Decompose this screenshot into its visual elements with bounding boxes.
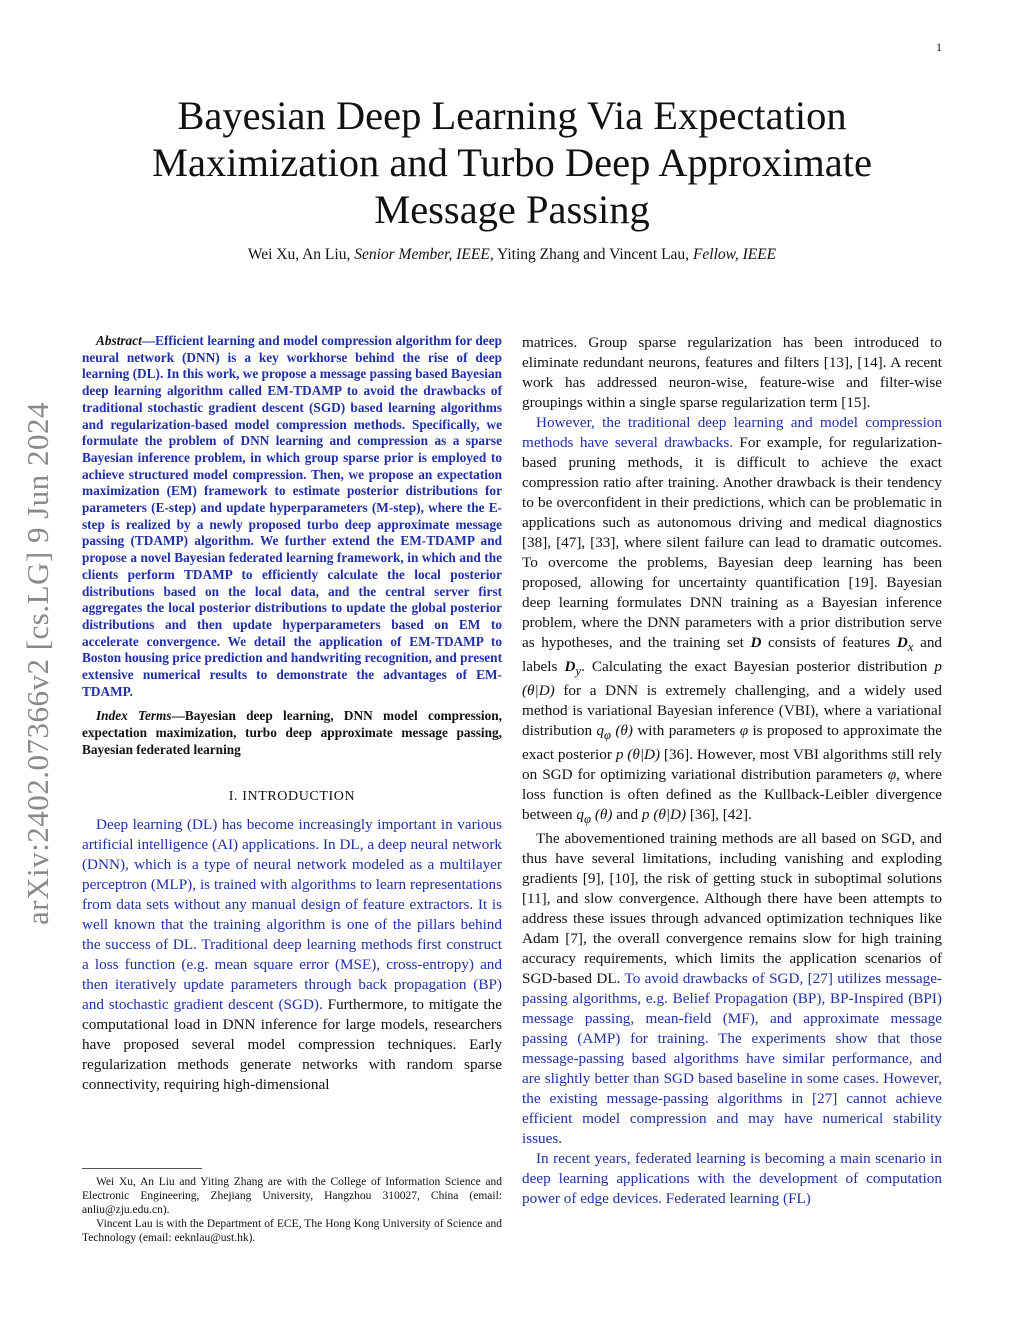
message-passing-highlight: To avoid drawbacks of SGD, [27] utilizes message-passing algorithms, e.g. Belief Propagation (BP), BP-Inspired (BPI) message passing, mean-field (MF), and approximate message passing (AMP) for training. The experiments show that those message-passing based algorithms have similar performance, and are slightly better than SGD based baseline in some cases. However, the existing message-passing algorithms in [27] cannot achieve efficient model compression and may have numerical stability issues.	[522, 970, 942, 1148]
math-phi: φ	[887, 766, 897, 784]
index-terms-text: —Bayesian deep learning, DNN model compression, expectation maximization, turbo deep approximate message passing, Bayesian federated learning	[82, 708, 502, 757]
text-run: and labels	[522, 634, 943, 676]
abstract-text: —Efficient learning and model compression algorithm for deep neural network (DNN) is a key workhorse behind the rise of deep learning (DL). In this work, we propose a message passing based Bayesian deep learning algorithm called EM-TDAMP to avoid the drawbacks of traditional stochastic gradient descent (SGD) based learning algorithms and regularization-based model compression methods. Specifically, we formulate the problem of DNN learning and compression as a sparse Bayesian inference problem, in which group sparse prior is employed to achieve structured model compression. Then, we propose an expectation maximization (EM) framework to estimate posterior distributions for parameters (E-step) and update hyperparameters (M-step), where the E-step is realized by a newly proposed turbo deep approximate message passing (TDAMP) algorithm. We further extend the EM-TDAMP and propose a novel Bayesian federated learning framework, in which and the clients perform TDAMP to efficiently calculate the local posterior distributions based on the local data, and the central server first aggregates the local posterior distributions to update the global posterior distributions and then update hyperparameters based on EM to accelerate convergence. We detail the application of EM-TDAMP to Boston housing price prediction and handwriting recognition, and present extensive numerical results to demonstrate the advantages of EM-TDAMP.	[82, 333, 502, 699]
math-q-arg: (θ)	[611, 722, 633, 740]
text-run: . Calculating the exact Bayesian posterior distribution	[581, 658, 935, 676]
math-Dx: D	[896, 634, 908, 651]
author-names-c: , Yiting Zhang and Vincent Lau,	[489, 246, 693, 263]
text-run: and	[612, 806, 642, 824]
footnote-rule	[82, 1168, 202, 1169]
left-column	[82, 333, 502, 1095]
federated-highlight: In recent years, federated learning is becoming a main scenario in deep learning applications with the development of computation power of edge devices. Federated learning (FL)	[522, 1150, 942, 1208]
index-terms	[82, 708, 502, 758]
text-run: consists of features	[761, 634, 897, 651]
author-names-a: Wei Xu, An Liu,	[247, 246, 355, 263]
abstract	[82, 333, 502, 700]
intro-blue-text: Deep learning (DL) has become increasingly important in various artificial intelligence (AI) applications. In DL, a deep neural network (DNN), which is a type of neural network modeled as a multilayer perceptron (MLP), is trained with algorithms to learn representations from data sets without any manual design of feature extractors. It is well known that the training algorithm is one of the pillars behind the success of DL. Traditional deep learning methods first construct a loss function (e.g. mean square error (MSE), cross-entropy) and then iteratively update parameters through back propagation (BP) and stochastic gradient descent (SGD).	[82, 815, 502, 1013]
right-column	[522, 333, 942, 1209]
text-run: [36]. However, most VBI algorithms still rely on SGD for optimizing variational distribution parameters	[522, 746, 943, 784]
text-run: [36], [42].	[686, 806, 752, 824]
math-sub: φ	[584, 812, 592, 827]
text-run: The abovementioned training methods are all based on SGD, and thus have several limitations, including vanishing and exploding gradients [9], [10], the risk of getting stuck in suboptimal solutions [11], and slow convergence. Although there have been attempts to address these issues through advanced optimization techniques like Adam [7], the overall convergence remains slow for high training accuracy requirements, which limits the application scenarios of SGD-based DL.	[522, 830, 942, 988]
math-posterior: p (θ|D)	[641, 806, 687, 824]
math-sub: φ	[604, 728, 612, 743]
math-Dy: D	[564, 658, 576, 676]
math-phi: φ	[739, 722, 749, 740]
paper-title	[90, 92, 934, 233]
math-q: q	[596, 722, 604, 740]
author-list	[90, 246, 934, 264]
text-run: with parameters	[632, 722, 740, 740]
footnote: Vincent Lau is with the Department of ECE, The Hong Kong University of Science and Technology (email: eeknlau@ust.hk).	[82, 1218, 502, 1244]
paragraph	[522, 829, 942, 1149]
math-sub: y	[575, 664, 582, 679]
title-line: Bayesian Deep Learning Via Expectation	[177, 93, 847, 138]
text-run: , where loss function is often defined as the Kullback-Leibler divergence between	[522, 766, 942, 824]
math-q: q	[576, 806, 584, 824]
intro-black-text: Furthermore, to mitigate the computational load in DNN inference for large models, researchers have proposed several model compression techniques. Early regularization methods generate networks with random sparse connectivity, requiring high-dimensional	[82, 995, 502, 1093]
index-terms-label: Index Terms	[96, 708, 172, 724]
paragraph	[522, 1149, 942, 1209]
page-number: 1	[936, 40, 942, 54]
paragraph: matrices. Group sparse regularization has been introduced to eliminate redundant neurons, features and filters [13], [14]. A recent work has addressed neuron-wise, feature-wise and filter-wise groupings within a single sparse regularization term [15].	[522, 334, 942, 411]
paragraph	[522, 413, 942, 829]
math-q-arg: (θ)	[591, 806, 613, 824]
abstract-label: Abstract	[96, 333, 142, 348]
math-sub: x	[907, 640, 914, 655]
title-line: Maximization and Turbo Deep Approximate	[152, 140, 872, 185]
author-title-b: Senior Member, IEEE	[354, 246, 490, 263]
arxiv-stamp: arXiv:2402.07366v2 [cs.LG] 9 Jun 2024	[20, 401, 55, 925]
footnotes	[82, 1175, 502, 1245]
math-D: D	[750, 634, 762, 651]
author-title-d: Fellow, IEEE	[692, 246, 777, 263]
title-line: Message Passing	[374, 187, 650, 232]
text-run: is proposed to approximate the exact posterior	[522, 722, 942, 764]
drawbacks-highlight: However, the traditional deep learning and model compression methods have several drawbacks.	[522, 414, 942, 451]
math-posterior: p (θ|D)	[615, 746, 661, 764]
text-run: For example, for regularization-based pruning methods, it is difficult to achieve the exact compression ratio after training. Another drawback is their tendency to be overconfident in their predictions, which can be problematic in applications such as autonomous driving and medical diagnostics [38], [47], [33], where silent failure can lead to dramatic outcomes. To overcome the problems, Bayesian deep learning has been proposed, allowing for uncertainty quantification [19]. Bayesian deep learning formulates DNN training as a Bayesian inference problem, where the DNN parameters with a prior distribution serve as hypotheses, and the training set	[522, 434, 942, 651]
footnote: Wei Xu, An Liu and Yiting Zhang are with the College of Information Science and Electronic Engineering, Zhejiang University, Hangzhou 310027, China (email: anliu@zju.edu.cn).	[82, 1176, 502, 1216]
math-posterior: p (θ|D)	[522, 658, 942, 700]
intro-body-left	[82, 815, 502, 1095]
text-run: for a DNN is extremely challenging, and a widely used method is variational Bayesian inference (VBI), where a variational distribution	[522, 682, 942, 740]
section-heading: I. INTRODUCTION	[228, 788, 356, 804]
